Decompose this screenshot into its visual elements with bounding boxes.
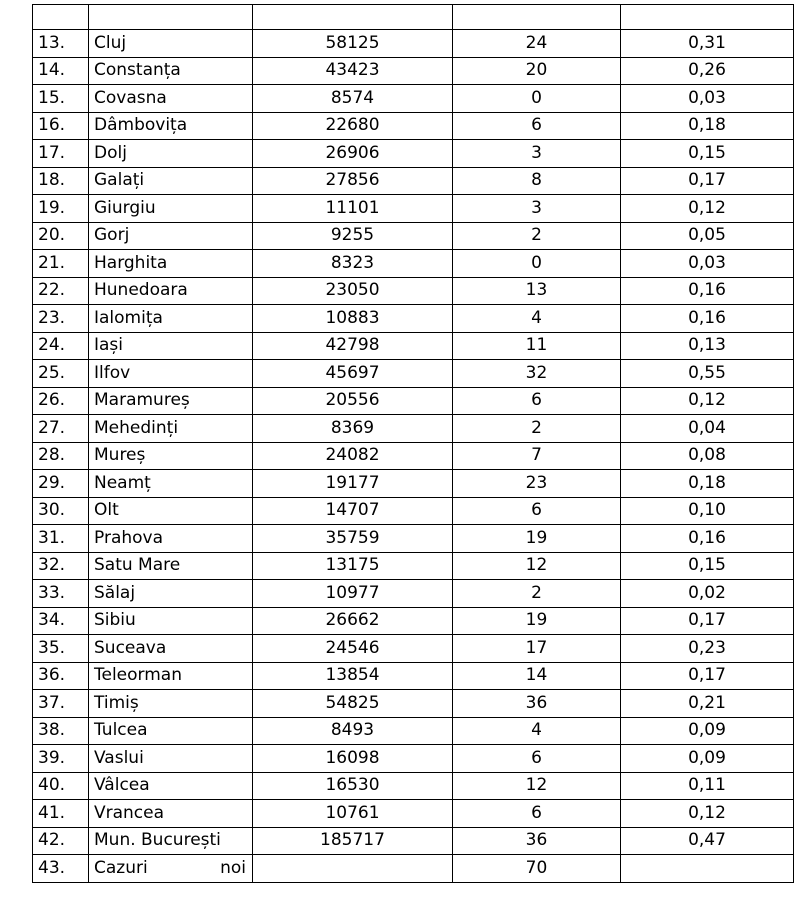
county-name-cell: Neamț [89, 470, 253, 498]
new-cases-cell: 0 [453, 85, 621, 113]
table-row [33, 167, 794, 195]
footer-total-cases-cell [253, 855, 453, 883]
footer-label-cell [89, 855, 253, 883]
county-name-cell: Dolj [89, 140, 253, 168]
total-cases-cell: 22680 [253, 112, 453, 140]
new-cases-cell: 8 [453, 167, 621, 195]
row-number-cell: 31. [33, 525, 89, 553]
row-number-cell: 25. [33, 360, 89, 388]
county-name-cell: Satu Mare [89, 552, 253, 580]
footer-row-number-cell: 43. [33, 855, 89, 883]
incidence-rate-cell: 0,16 [621, 525, 794, 553]
row-number-cell: 29. [33, 470, 89, 498]
incidence-rate-cell: 0,11 [621, 772, 794, 800]
row-number-cell: 26. [33, 387, 89, 415]
incidence-rate-cell: 0,17 [621, 607, 794, 635]
new-cases-cell: 32 [453, 360, 621, 388]
row-number-cell: 27. [33, 415, 89, 443]
total-cases-cell: 16530 [253, 772, 453, 800]
new-cases-cell: 4 [453, 717, 621, 745]
row-number-cell: 20. [33, 222, 89, 250]
total-cases-cell: 10977 [253, 580, 453, 608]
incidence-rate-cell: 0,03 [621, 85, 794, 113]
county-name-cell: Ialomița [89, 305, 253, 333]
footer-label [94, 857, 252, 878]
row-number-cell: 32. [33, 552, 89, 580]
total-cases-cell: 9255 [253, 222, 453, 250]
county-name-cell: Timiș [89, 690, 253, 718]
county-name-cell: Galați [89, 167, 253, 195]
county-cases-table-wrapper [32, 4, 780, 883]
total-cases-cell: 35759 [253, 525, 453, 553]
row-number-cell: 17. [33, 140, 89, 168]
table-row [33, 222, 794, 250]
incidence-rate-cell: 0,12 [621, 800, 794, 828]
header-cell-cases [253, 5, 453, 30]
row-number-cell: 18. [33, 167, 89, 195]
county-name-cell: Giurgiu [89, 195, 253, 223]
footer-new-cases-cell: 70 [453, 855, 621, 883]
table-row [33, 112, 794, 140]
county-name-cell: Mehedinți [89, 415, 253, 443]
total-cases-cell: 8369 [253, 415, 453, 443]
new-cases-cell: 17 [453, 635, 621, 663]
total-cases-cell: 20556 [253, 387, 453, 415]
table-body [33, 5, 794, 883]
row-number-cell: 42. [33, 827, 89, 855]
incidence-rate-cell: 0,15 [621, 552, 794, 580]
new-cases-cell: 12 [453, 772, 621, 800]
table-header-row [33, 5, 794, 30]
incidence-rate-cell: 0,23 [621, 635, 794, 663]
row-number-cell: 13. [33, 30, 89, 58]
total-cases-cell: 11101 [253, 195, 453, 223]
new-cases-cell: 2 [453, 222, 621, 250]
header-cell-county [89, 5, 253, 30]
county-cases-table [32, 4, 794, 883]
row-number-cell: 36. [33, 662, 89, 690]
table-row [33, 690, 794, 718]
header-cell-rate [621, 5, 794, 30]
incidence-rate-cell: 0,17 [621, 662, 794, 690]
incidence-rate-cell: 0,55 [621, 360, 794, 388]
county-name-cell: Sălaj [89, 580, 253, 608]
incidence-rate-cell: 0,17 [621, 167, 794, 195]
total-cases-cell: 185717 [253, 827, 453, 855]
new-cases-cell: 13 [453, 277, 621, 305]
table-row [33, 745, 794, 773]
table-row [33, 30, 794, 58]
table-row [33, 85, 794, 113]
row-number-cell: 30. [33, 497, 89, 525]
incidence-rate-cell: 0,21 [621, 690, 794, 718]
new-cases-cell: 19 [453, 607, 621, 635]
new-cases-cell: 4 [453, 305, 621, 333]
county-name-cell: Dâmbovița [89, 112, 253, 140]
incidence-rate-cell: 0,04 [621, 415, 794, 443]
table-row [33, 140, 794, 168]
table-row [33, 305, 794, 333]
county-name-cell: Tulcea [89, 717, 253, 745]
table-row [33, 635, 794, 663]
row-number-cell: 33. [33, 580, 89, 608]
county-name-cell: Ilfov [89, 360, 253, 388]
new-cases-cell: 20 [453, 57, 621, 85]
table-row [33, 580, 794, 608]
row-number-cell: 16. [33, 112, 89, 140]
total-cases-cell: 10883 [253, 305, 453, 333]
total-cases-cell: 8574 [253, 85, 453, 113]
table-row [33, 717, 794, 745]
table-row [33, 442, 794, 470]
new-cases-cell: 19 [453, 525, 621, 553]
table-row [33, 497, 794, 525]
county-name-cell: Suceava [89, 635, 253, 663]
row-number-cell: 24. [33, 332, 89, 360]
row-number-cell: 41. [33, 800, 89, 828]
table-row [33, 772, 794, 800]
county-name-cell: Teleorman [89, 662, 253, 690]
new-cases-cell: 3 [453, 195, 621, 223]
table-row [33, 57, 794, 85]
incidence-rate-cell: 0,09 [621, 745, 794, 773]
row-number-cell: 37. [33, 690, 89, 718]
incidence-rate-cell: 0,09 [621, 717, 794, 745]
new-cases-cell: 7 [453, 442, 621, 470]
table-footer-row [33, 855, 794, 883]
total-cases-cell: 26906 [253, 140, 453, 168]
total-cases-cell: 24082 [253, 442, 453, 470]
new-cases-cell: 36 [453, 827, 621, 855]
footer-label-right: noi [220, 857, 246, 878]
total-cases-cell: 58125 [253, 30, 453, 58]
new-cases-cell: 2 [453, 415, 621, 443]
table-row [33, 277, 794, 305]
table-row [33, 827, 794, 855]
new-cases-cell: 6 [453, 112, 621, 140]
incidence-rate-cell: 0,26 [621, 57, 794, 85]
new-cases-cell: 6 [453, 745, 621, 773]
table-row [33, 800, 794, 828]
county-name-cell: Maramureș [89, 387, 253, 415]
incidence-rate-cell: 0,12 [621, 387, 794, 415]
total-cases-cell: 10761 [253, 800, 453, 828]
total-cases-cell: 13175 [253, 552, 453, 580]
incidence-rate-cell: 0,31 [621, 30, 794, 58]
row-number-cell: 35. [33, 635, 89, 663]
county-name-cell: Harghita [89, 250, 253, 278]
incidence-rate-cell: 0,16 [621, 277, 794, 305]
incidence-rate-cell: 0,05 [621, 222, 794, 250]
total-cases-cell: 19177 [253, 470, 453, 498]
row-number-cell: 15. [33, 85, 89, 113]
new-cases-cell: 14 [453, 662, 621, 690]
incidence-rate-cell: 0,03 [621, 250, 794, 278]
row-number-cell: 19. [33, 195, 89, 223]
total-cases-cell: 8493 [253, 717, 453, 745]
total-cases-cell: 24546 [253, 635, 453, 663]
row-number-cell: 34. [33, 607, 89, 635]
table-row [33, 250, 794, 278]
total-cases-cell: 27856 [253, 167, 453, 195]
incidence-rate-cell: 0,13 [621, 332, 794, 360]
row-number-cell: 22. [33, 277, 89, 305]
county-name-cell: Vâlcea [89, 772, 253, 800]
total-cases-cell: 8323 [253, 250, 453, 278]
new-cases-cell: 12 [453, 552, 621, 580]
new-cases-cell: 36 [453, 690, 621, 718]
new-cases-cell: 11 [453, 332, 621, 360]
total-cases-cell: 23050 [253, 277, 453, 305]
county-name-cell: Hunedoara [89, 277, 253, 305]
table-row [33, 415, 794, 443]
new-cases-cell: 0 [453, 250, 621, 278]
row-number-cell: 38. [33, 717, 89, 745]
total-cases-cell: 13854 [253, 662, 453, 690]
county-name-cell: Constanța [89, 57, 253, 85]
row-number-cell: 14. [33, 57, 89, 85]
incidence-rate-cell: 0,15 [621, 140, 794, 168]
table-row [33, 607, 794, 635]
county-name-cell: Mureș [89, 442, 253, 470]
incidence-rate-cell: 0,02 [621, 580, 794, 608]
total-cases-cell: 26662 [253, 607, 453, 635]
row-number-cell: 28. [33, 442, 89, 470]
row-number-cell: 21. [33, 250, 89, 278]
total-cases-cell: 42798 [253, 332, 453, 360]
total-cases-cell: 45697 [253, 360, 453, 388]
incidence-rate-cell: 0,18 [621, 112, 794, 140]
table-row [33, 525, 794, 553]
incidence-rate-cell: 0,16 [621, 305, 794, 333]
table-row [33, 332, 794, 360]
total-cases-cell: 14707 [253, 497, 453, 525]
new-cases-cell: 3 [453, 140, 621, 168]
county-name-cell: Cluj [89, 30, 253, 58]
new-cases-cell: 6 [453, 800, 621, 828]
county-name-cell: Gorj [89, 222, 253, 250]
incidence-rate-cell: 0,10 [621, 497, 794, 525]
county-name-cell: Covasna [89, 85, 253, 113]
total-cases-cell: 54825 [253, 690, 453, 718]
new-cases-cell: 24 [453, 30, 621, 58]
county-name-cell: Vaslui [89, 745, 253, 773]
new-cases-cell: 6 [453, 387, 621, 415]
new-cases-cell: 23 [453, 470, 621, 498]
table-row [33, 552, 794, 580]
table-row [33, 195, 794, 223]
row-number-cell: 39. [33, 745, 89, 773]
county-name-cell: Iași [89, 332, 253, 360]
incidence-rate-cell: 0,47 [621, 827, 794, 855]
table-row [33, 360, 794, 388]
new-cases-cell: 6 [453, 497, 621, 525]
header-cell-nr [33, 5, 89, 30]
header-cell-new-cases [453, 5, 621, 30]
incidence-rate-cell: 0,08 [621, 442, 794, 470]
county-name-cell: Prahova [89, 525, 253, 553]
table-row [33, 662, 794, 690]
footer-label-left: Cazuri [94, 857, 148, 878]
footer-rate-cell [621, 855, 794, 883]
row-number-cell: 40. [33, 772, 89, 800]
county-name-cell: Vrancea [89, 800, 253, 828]
total-cases-cell: 16098 [253, 745, 453, 773]
county-name-cell: Olt [89, 497, 253, 525]
total-cases-cell: 43423 [253, 57, 453, 85]
county-name-cell: Mun. București [89, 827, 253, 855]
table-row [33, 470, 794, 498]
incidence-rate-cell: 0,12 [621, 195, 794, 223]
new-cases-cell: 2 [453, 580, 621, 608]
table-row [33, 387, 794, 415]
county-name-cell: Sibiu [89, 607, 253, 635]
row-number-cell: 23. [33, 305, 89, 333]
incidence-rate-cell: 0,18 [621, 470, 794, 498]
